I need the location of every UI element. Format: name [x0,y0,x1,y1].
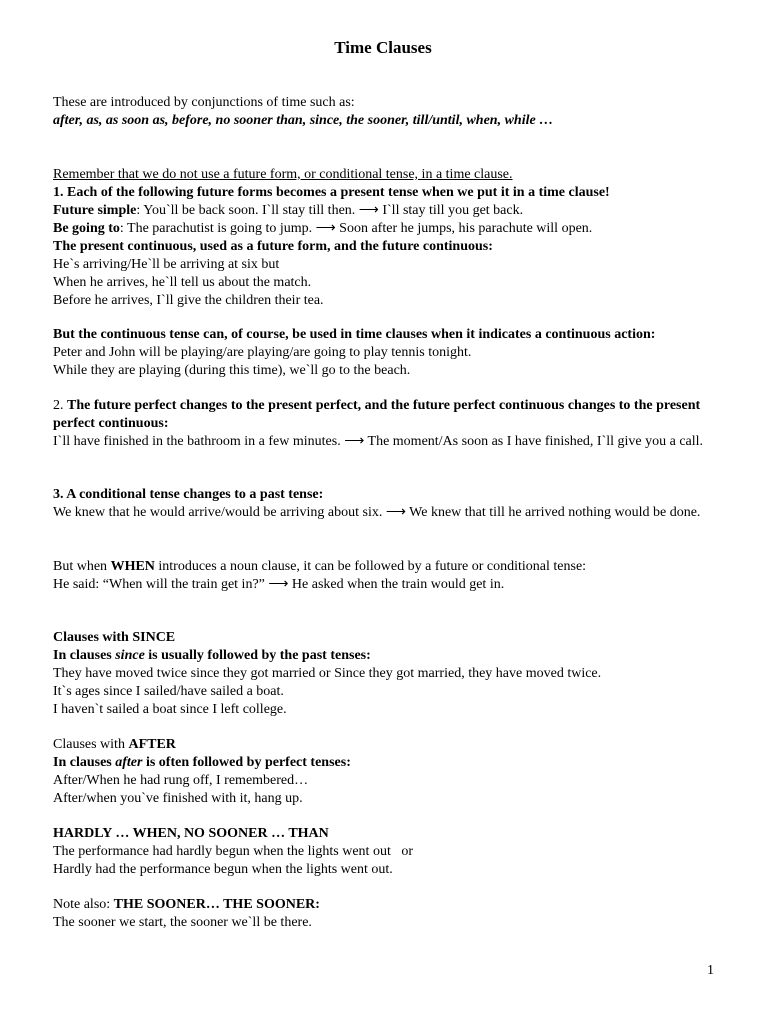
since-heading: Clauses with SINCE [53,630,176,645]
when-pre: But when [53,559,111,574]
section-3 [53,486,718,522]
example-line: I`ll have finished in the bathroom in a few minutes. ⟶ The moment/As soon as I have finished, I`ll give you a call. [53,434,704,449]
going-to-text: : The parachutist is going to jump. ⟶ Soon after he jumps, his parachute will open. [119,221,593,236]
page-title: Time Clauses [334,38,432,57]
after-section [53,736,718,808]
conjunction-list: after, as, as soon as, before, no sooner than, since, the sooner, till/until, when, while … [53,113,554,128]
going-to-line [53,220,718,238]
continuous-heading: But the continuous tense can, of course, be used in time clauses when it indicates a continuous action: [53,327,656,342]
example-line: He`s arriving/He`ll be arriving at six but [53,257,280,272]
section-2-heading-text: The future perfect changes to the present perfect, and the future perfect continuous changes to the present perfect continuous: [53,398,701,431]
after-sub-post: is often followed by perfect tenses: [142,755,351,770]
when-word: WHEN [110,559,155,574]
remember-note: Remember that we do not use a future form, or conditional tense, in a time clause. [53,167,513,182]
present-continuous-heading: The present continuous, used as a future form, and the future continuous: [53,239,493,254]
after-heading-pre: Clauses with [53,737,129,752]
example-line: When he arrives, he`ll tell us about the match. [53,275,312,290]
after-sub-pre: In clauses [53,755,116,770]
intro-line: These are introduced by conjunctions of time such as: [53,95,355,110]
sooner-word: THE SOONER… THE SOONER: [113,897,320,912]
section-2 [53,397,718,451]
example-line: Before he arrives, I`ll give the children their tea. [53,293,324,308]
section-1-heading: 1. Each of the following future forms becomes a present tense when we put it in a time clause! [53,185,610,200]
example-line: We knew that he would arrive/would be arriving about six. ⟶ We knew that till he arrived nothing would be done. [53,505,701,520]
example-line: Hardly had the performance begun when the lights went out. [53,862,393,877]
sooner-section [53,896,718,932]
example-line: I haven`t sailed a boat since I left college. [53,702,287,717]
example-line: After/when you`ve finished with it, hang up. [53,791,303,806]
example-line: The performance had hardly begun when the lights went out or [53,844,414,859]
section-2-heading [53,397,718,433]
sooner-pre: Note also: [53,897,114,912]
continuous-section [53,326,718,380]
since-sub-word: since [115,648,145,663]
since-sub-post: is usually followed by the past tenses: [144,648,371,663]
when-section [53,558,718,594]
intro [53,94,718,130]
after-subheading [53,754,718,772]
hardly-heading: HARDLY … WHEN, NO SOONER … THAN [53,826,329,841]
since-subheading [53,647,718,665]
after-heading [53,736,718,754]
when-post: introduces a noun clause, it can be followed by a future or conditional tense: [154,559,587,574]
example-line: While they are playing (during this time), we`ll go to the beach. [53,363,411,378]
since-section [53,629,718,719]
going-to-label: Be going to [53,221,120,236]
example-line: After/When he had rung off, I remembered… [53,773,309,788]
future-simple-line [53,202,718,220]
future-simple-text: : You`ll be back soon. I`ll stay till then. ⟶ I`ll stay till you get back. [136,203,524,218]
after-heading-word: AFTER [128,737,176,752]
future-simple-label: Future simple [53,203,137,218]
section-1 [53,166,718,310]
after-sub-word: after [115,755,143,770]
example-line: The sooner we start, the sooner we`ll be there. [53,915,312,930]
since-sub-pre: In clauses [53,648,116,663]
example-line: It`s ages since I sailed/have sailed a boat. [53,684,284,699]
when-line [53,558,718,576]
example-line: He said: “When will the train get in?” ⟶ He asked when the train would get in. [53,577,505,592]
hardly-section [53,825,718,879]
page-number: 1 [707,963,714,978]
section-3-heading: 3. A conditional tense changes to a past tense: [53,487,324,502]
sooner-heading [53,896,718,914]
example-line: They have moved twice since they got married or Since they got married, they have moved twice. [53,666,602,681]
section-2-number: 2. [53,398,67,413]
example-line: Peter and John will be playing/are playing/are going to play tennis tonight. [53,345,472,360]
